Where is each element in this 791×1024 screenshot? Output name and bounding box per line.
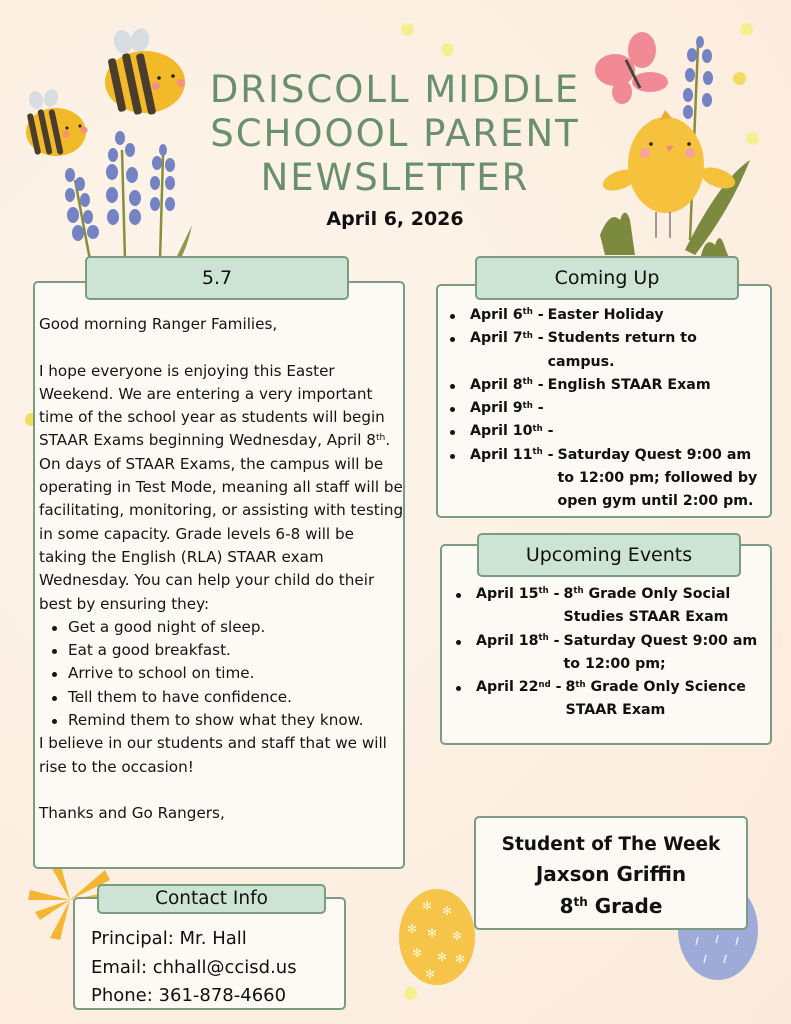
bee-small-icon	[26, 87, 88, 156]
chick-and-butterfly-illustration	[590, 20, 791, 260]
svg-text:✻: ✻	[452, 929, 463, 943]
contact-body	[91, 925, 297, 1011]
newsletter-title	[180, 68, 610, 200]
coming-up-item: April 10th -	[444, 420, 769, 443]
title-line-3: NEWSLETTER	[260, 156, 530, 199]
svg-text:✻: ✻	[442, 904, 453, 918]
svg-text:✻: ✻	[425, 967, 436, 981]
letter-signoff: Thanks and Go Rangers,	[39, 804, 225, 823]
bee-large-icon	[105, 26, 185, 115]
upcoming-events-tab-label: Upcoming Events	[477, 533, 741, 577]
svg-text:✻: ✻	[412, 946, 423, 960]
bees-and-flowers-illustration	[0, 20, 200, 260]
svg-text:✻: ✻	[427, 926, 438, 940]
tips-list	[39, 616, 404, 732]
contact-info-tab-label: Contact Info	[97, 884, 326, 914]
decor-dot	[740, 23, 753, 36]
coming-up-item: April 8th - English STAAR Exam	[444, 374, 769, 397]
title-line-1: DRISCOLL MIDDLE	[209, 68, 581, 111]
upcoming-event-item: April 15th - 8th Grade Only Social Studies STAAR Exam	[450, 583, 770, 630]
tip-item: Get a good night of sleep.	[49, 616, 404, 639]
contact-principal: Principal: Mr. Hall	[91, 928, 247, 949]
tip-item: Eat a good breakfast.	[49, 639, 404, 662]
tip-item: Arrive to school on time.	[49, 662, 404, 685]
letter-paragraph: I hope everyone is enjoying this Easter Weekend. We are entering a very important time of the school year as students will begin STAAR Exams beginning Wednesday, April 8th. On days of STAAR Exams, the campus will be operating in Test Mode, meaning all staff will be facilitating, monitoring, or assisting with testing in some capacity. Grade levels 6-8 will be taking the English (RLA) STAAR exam Wednesday. You can help your child do their best by ensuring they:	[39, 361, 404, 613]
contact-email[interactable]: Email: chhall@ccisd.us	[91, 956, 297, 978]
letter-body	[39, 313, 404, 826]
coming-up-item: April 7th - Students return to campus.	[444, 327, 769, 374]
tip-item: Remind them to show what they know.	[49, 709, 404, 732]
svg-text:✻: ✻	[407, 922, 418, 936]
svg-text:✻: ✻	[437, 950, 448, 964]
decor-dot	[746, 132, 759, 145]
decor-dot	[733, 72, 746, 85]
decor-dot	[441, 43, 454, 56]
letter-tab-label: 5.7	[85, 256, 349, 300]
sotw-heading: Student of The Week	[501, 834, 721, 855]
coming-up-item: April 11th - Saturday Quest 9:00 am to 12:00 pm; followed by open gym until 2:00 pm.	[444, 444, 769, 514]
sotw-grade: 8th Grade	[559, 894, 663, 918]
decor-dot	[404, 987, 417, 1000]
upcoming-event-item: April 22nd - 8th Grade Only Science STAAR Exam	[450, 676, 770, 723]
contact-phone[interactable]: Phone: 361-878-4660	[91, 985, 287, 1006]
student-of-the-week-box	[474, 816, 748, 930]
coming-up-tab-label: Coming Up	[475, 256, 739, 300]
grass-icon	[600, 213, 635, 256]
letter-greeting: Good morning Ranger Families,	[39, 315, 278, 333]
tip-item: Tell them to have confidence.	[49, 686, 404, 709]
coming-up-item: April 6th - Easter Holiday	[444, 304, 769, 327]
svg-text:✻: ✻	[422, 899, 433, 913]
upcoming-event-item: April 18th - Saturday Quest 9:00 am to 12:00 pm;	[450, 630, 770, 677]
decor-dot	[401, 23, 414, 36]
svg-text:✻: ✻	[455, 952, 466, 966]
yellow-easter-egg-illustration	[397, 885, 477, 988]
sotw-student-name: Jaxson Griffin	[535, 862, 687, 886]
title-line-2: SCHOOOL PARENT	[210, 112, 580, 155]
coming-up-list	[444, 304, 769, 514]
upcoming-events-list	[450, 583, 770, 723]
newsletter-date: April 6, 2026	[326, 208, 464, 230]
coming-up-item: April 9th -	[444, 397, 769, 420]
letter-closing: I believe in our students and staff that we will rise to the occasion!	[39, 734, 387, 776]
bluebell-flowers-icon	[65, 131, 192, 260]
